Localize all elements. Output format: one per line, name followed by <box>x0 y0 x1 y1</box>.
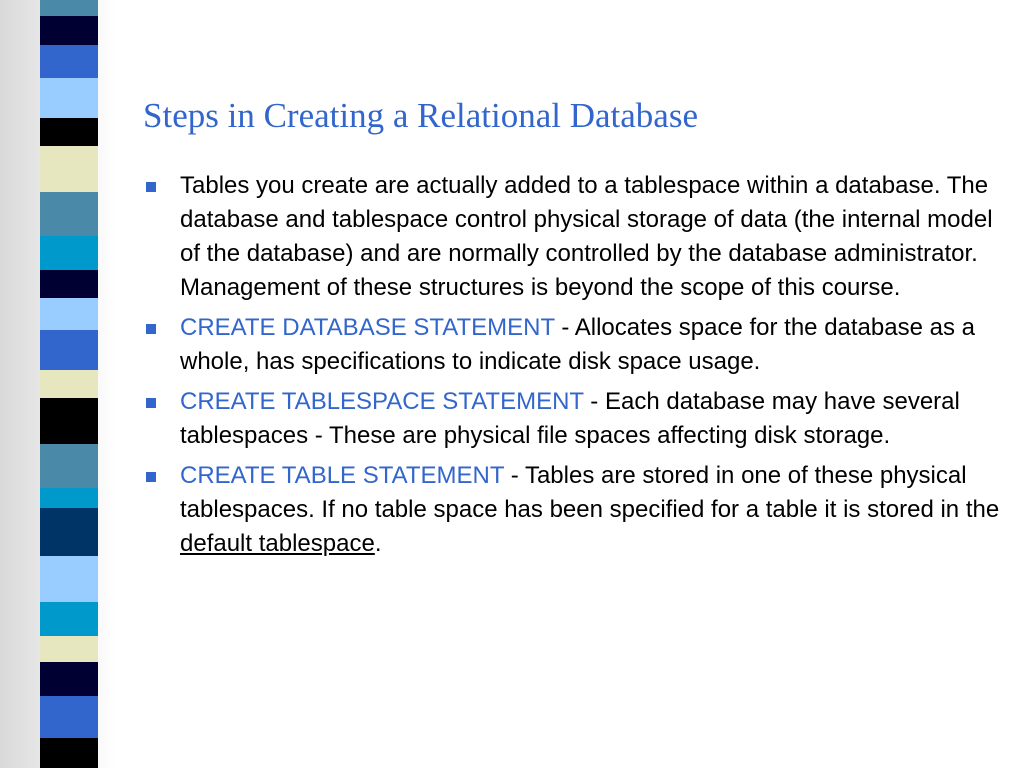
bullet-text: - Tables are stored in one of these physical tablespaces. If no table space has been specified for a table it is stored in the <box>180 462 1000 523</box>
decorative-stripe-panel <box>0 0 120 768</box>
square-bullet-icon <box>146 398 156 408</box>
bullet-keyword: CREATE TABLE STATEMENT <box>180 462 505 489</box>
bullet-text: - Allocates space for the database as a whole, has specifications to indicate disk space usage. <box>180 314 975 375</box>
stripe-segment <box>40 662 98 696</box>
stripe-segment <box>40 398 98 444</box>
bullet-item <box>143 311 1003 379</box>
bullet-text: - Each database may have several tablespaces - These are physical file spaces affecting disk storage. <box>180 388 960 449</box>
stripe-segment <box>40 236 98 270</box>
stripe-segment <box>40 0 98 16</box>
stripe-segment <box>40 444 98 488</box>
stripe-segment <box>40 602 98 636</box>
stripe-segment <box>40 556 98 602</box>
stripe-segment <box>40 488 98 508</box>
stripe-segment <box>40 146 98 192</box>
square-bullet-icon <box>146 182 156 192</box>
stripe-segment <box>40 738 98 768</box>
stripe-segment <box>40 270 98 298</box>
stripe-segment <box>40 118 98 146</box>
bullet-list <box>143 169 1003 567</box>
bullet-text: Tables you create are actually added to a tablespace within a database. The database and tablespace control physical storage of data (the internal model of the database) and are normally controlled by the database administrator. Management of these structures is beyond the scope of this course. <box>180 172 993 301</box>
bullet-keyword: CREATE TABLESPACE STATEMENT <box>180 388 584 415</box>
decorative-stripe <box>40 0 98 768</box>
stripe-segment <box>40 192 98 236</box>
square-bullet-icon <box>146 324 156 334</box>
stripe-segment <box>40 45 98 78</box>
square-bullet-icon <box>146 472 156 482</box>
default-tablespace-term: default tablespace <box>180 530 375 557</box>
bullet-item <box>143 385 1003 453</box>
stripe-segment <box>40 508 98 556</box>
stripe-segment <box>40 636 98 662</box>
bullet-item <box>143 459 1003 561</box>
bullet-tail: . <box>374 530 382 557</box>
stripe-segment <box>40 330 98 370</box>
stripe-segment <box>40 298 98 330</box>
stripe-segment <box>40 696 98 738</box>
slide-title: Steps in Creating a Relational Database <box>143 96 698 135</box>
stripe-segment <box>40 16 98 45</box>
stripe-segment <box>40 370 98 398</box>
stripe-segment <box>40 78 98 118</box>
bullet-keyword: CREATE DATABASE STATEMENT <box>180 314 555 341</box>
bullet-item <box>143 169 1003 305</box>
